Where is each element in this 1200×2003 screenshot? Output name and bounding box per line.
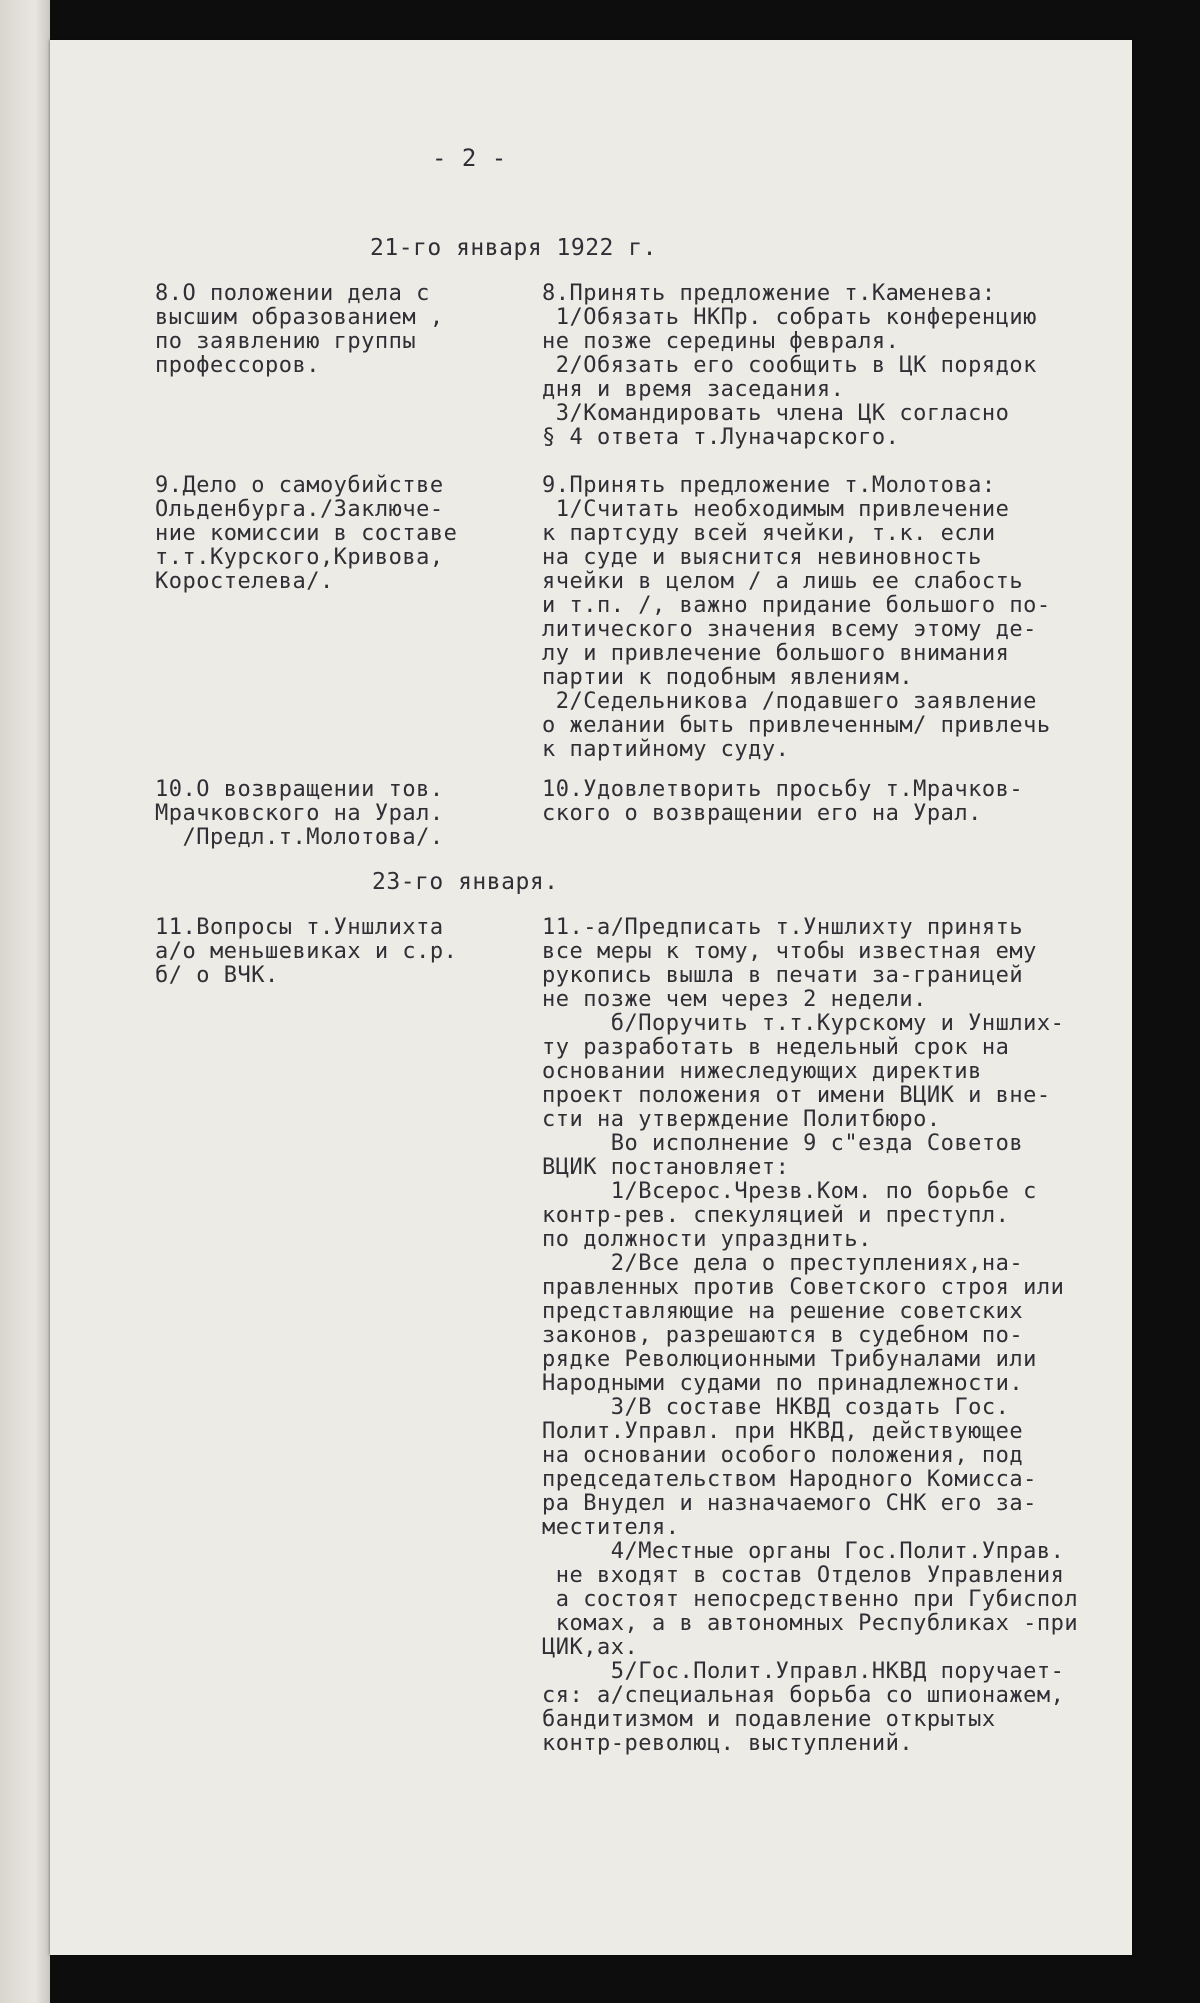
- item-9-decision: 9.Принять предложение т.Молотова: 1/Считать необходимым привлечение к партсуду всей ячейки, т.к. если на суде и выяснится невиновность ячейки в целом / а лишь ее слабость и т.п. /, важно придание большого по- литического значения всему этому де- лу и привлечение большого внимания партии к подобным явлениям. 2/Седельникова /подавшего заявление о желании быть привлеченным/ привлечь к партийному суду.: [542, 473, 1051, 762]
- item-8-subject: 8.О положении дела с высшим образованием , по заявлению группы профессоров.: [155, 281, 444, 378]
- item-11-subject: 11.Вопросы т.Уншлихта а/о меньшевиках и с.р. б/ о ВЧК.: [155, 915, 458, 988]
- item-11-decision: 11.-а/Предписать т.Уншлихту принять все меры к тому, чтобы известная ему рукопись вышла в печати за-границей не позже чем через 2 недели. б/Поручить т.т.Курскому и Уншлих- ту разработать в недельный срок на основании нижеследующих директив проект положения от имени ВЦИК и вне- сти на утверждение Политбюро. Во исполнение 9 с"езда Советов ВЦИК постановляет: 1/Всерос.Чрезв.Ком. по борьбе с контр-рев. спекуляцией и преступл. по должности упразднить. 2/Все дела о преступлениях,на- правленных против Советского строя или представляющие на решение советских законов, разрешаются в судебном по- рядке Революционными Трибуналами или Народными судами по принадлежности. 3/В составе НКВД создать Гос. Полит.Управл. при НКВД, действующее на основании особого положения, под председательством Народного Комисса- ра Внудел и назначаемого СНК его за- местителя. 4/Местные органы Гос.Полит.Управ. не входят в состав Отделов Управления а состоят непосредственно при Губиспол комах, а в автономных Республиках -при ЦИК,ах. 5/Гос.Полит.Управл.НКВД поручает- ся: а/специальная борьба со шпионажем, бандитизмом и подавление открытых контр-революц. выступлений.: [542, 915, 1079, 1756]
- item-9-subject: 9.Дело о самоубийстве Ольденбурга./Заключе- ние комиссии в составе т.т.Курского,Кривова, Коростелева/.: [155, 473, 458, 594]
- page-number: - 2 -: [432, 144, 507, 172]
- item-10-subject: 10.О возвращении тов. Мрачковского на Урал. /Предл.т.Молотова/.: [155, 777, 444, 850]
- binding-edge: [0, 0, 50, 2003]
- item-10-decision: 10.Удовлетворить просьбу т.Мрачков- ского о возвращении его на Урал.: [542, 777, 1024, 826]
- item-8-decision: 8.Принять предложение т.Каменева: 1/Обязать НКПр. собрать конференцию не позже середины февраля. 2/Обязать его сообщить в ЦК порядок дня и время заседания. 3/Командировать члена ЦК согласно § 4 ответа т.Луначарского.: [542, 281, 1037, 450]
- date-heading-jan21: 21-го января 1922 г.: [370, 235, 657, 261]
- date-heading-jan23: 23-го января.: [372, 869, 559, 895]
